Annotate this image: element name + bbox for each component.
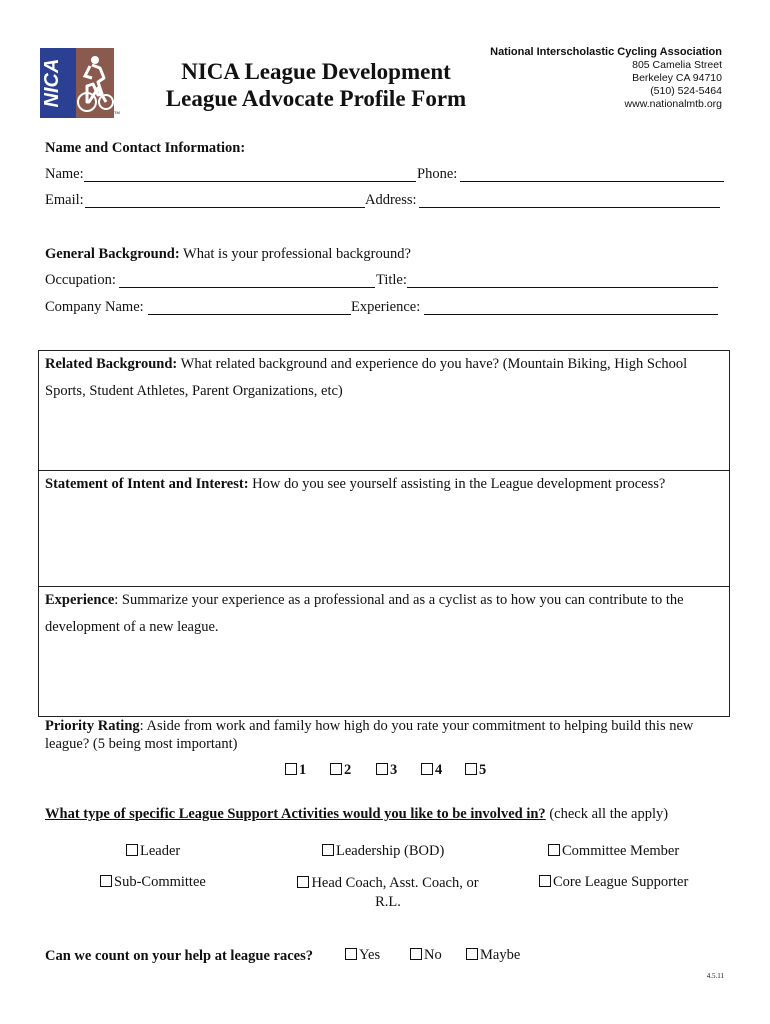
priority-rating-text: : Aside from work and family how high do you rate your commitment to helping build this new league? (5 being most important) bbox=[45, 718, 694, 752]
checkbox-icon bbox=[330, 763, 342, 775]
address-field[interactable] bbox=[419, 207, 720, 208]
activities-question: What type of specific League Support Activities would you like to be involved in? bbox=[45, 806, 546, 822]
org-website: www.nationalmtb.org bbox=[624, 98, 722, 110]
name-label: Name: bbox=[45, 166, 84, 182]
checkbox-icon bbox=[345, 948, 357, 960]
email-field[interactable] bbox=[85, 207, 365, 208]
related-background-heading: Related Background: bbox=[45, 356, 178, 372]
checkbox-icon bbox=[465, 763, 477, 775]
general-background-question: What is your professional background? bbox=[179, 246, 411, 262]
nica-logo bbox=[40, 48, 114, 118]
address-label: Address: bbox=[365, 192, 417, 208]
checkbox-icon bbox=[466, 948, 478, 960]
priority-rating-question bbox=[45, 717, 725, 753]
related-background-text: What related background and experience do you have? (Mountain Biking, High School Sports, Student Athletes, Parent Organizations, etc) bbox=[45, 356, 688, 399]
checkbox-icon bbox=[539, 875, 551, 887]
title-label: Title: bbox=[376, 272, 407, 288]
checkbox-icon bbox=[548, 844, 560, 856]
statement-of-intent-text: How do you see yourself assisting in the League development process? bbox=[248, 476, 666, 492]
statement-of-intent-section[interactable] bbox=[45, 471, 725, 585]
activities-question-row bbox=[45, 806, 668, 823]
name-field[interactable] bbox=[84, 181, 416, 182]
org-city: Berkeley CA 94710 bbox=[632, 72, 722, 84]
company-field[interactable] bbox=[148, 314, 351, 315]
org-street: 805 Camelia Street bbox=[632, 59, 722, 71]
activity-option-leader[interactable]: Leader bbox=[126, 843, 180, 860]
title-field[interactable] bbox=[407, 287, 718, 288]
checkbox-icon bbox=[100, 875, 112, 887]
occupation-field[interactable] bbox=[119, 287, 375, 288]
checkbox-icon bbox=[126, 844, 138, 856]
email-label: Email: bbox=[45, 192, 84, 208]
org-name: National Interscholastic Cycling Association bbox=[490, 46, 722, 58]
phone-label: Phone: bbox=[417, 166, 458, 182]
svg-text:NICA: NICA bbox=[41, 58, 63, 108]
general-background-heading: General Background: bbox=[45, 246, 180, 262]
races-option-maybe[interactable]: Maybe bbox=[466, 947, 520, 964]
checkbox-icon bbox=[297, 876, 309, 888]
company-label: Company Name: bbox=[45, 299, 144, 315]
races-option-no[interactable]: No bbox=[410, 947, 442, 964]
priority-option-3[interactable]: 3 bbox=[376, 762, 397, 779]
checkbox-icon bbox=[410, 948, 422, 960]
related-background-section[interactable] bbox=[45, 351, 725, 469]
league-races-question: Can we count on your help at league races? bbox=[45, 948, 313, 964]
activity-option-committee-member[interactable]: Committee Member bbox=[548, 843, 679, 860]
form-title-line2: League Advocate Profile Form bbox=[165, 86, 467, 111]
activity-option-leadership-bod[interactable]: Leadership (BOD) bbox=[322, 843, 444, 860]
races-option-yes[interactable]: Yes bbox=[345, 947, 380, 964]
general-background-row bbox=[45, 246, 411, 263]
form-title-line1: NICA League Development bbox=[181, 59, 451, 84]
priority-option-5[interactable]: 5 bbox=[465, 762, 486, 779]
experience-heading: Experience bbox=[45, 592, 115, 608]
checkbox-icon bbox=[421, 763, 433, 775]
activity-option-sub-committee[interactable]: Sub-Committee bbox=[100, 874, 206, 891]
phone-field[interactable] bbox=[460, 181, 724, 182]
experience-field[interactable] bbox=[424, 314, 718, 315]
checkbox-icon bbox=[322, 844, 334, 856]
priority-option-1[interactable]: 1 bbox=[285, 762, 306, 779]
org-phone: (510) 524-5464 bbox=[650, 85, 722, 97]
occupation-label: Occupation: bbox=[45, 272, 116, 288]
activities-note: (check all the apply) bbox=[545, 806, 669, 822]
experience-label: Experience: bbox=[351, 299, 421, 315]
form-version: 4.5.11 bbox=[706, 972, 724, 980]
contact-heading: Name and Contact Information: bbox=[45, 140, 246, 156]
checkbox-icon bbox=[376, 763, 388, 775]
experience-section[interactable] bbox=[45, 587, 725, 716]
activity-option-head-coach[interactable]: Head Coach, Asst. Coach, or R.L. bbox=[290, 874, 486, 912]
checkbox-icon bbox=[285, 763, 297, 775]
priority-option-2[interactable]: 2 bbox=[330, 762, 351, 779]
statement-of-intent-heading: Statement of Intent and Interest: bbox=[45, 476, 249, 492]
priority-rating-heading: Priority Rating bbox=[45, 718, 140, 734]
experience-text: : Summarize your experience as a professional and as a cyclist as to how you can contribute to the development of a new league. bbox=[45, 592, 684, 635]
activity-option-core-league-supporter[interactable]: Core League Supporter bbox=[539, 874, 688, 891]
priority-option-4[interactable]: 4 bbox=[421, 762, 442, 779]
trademark-mark: TM bbox=[114, 110, 120, 115]
